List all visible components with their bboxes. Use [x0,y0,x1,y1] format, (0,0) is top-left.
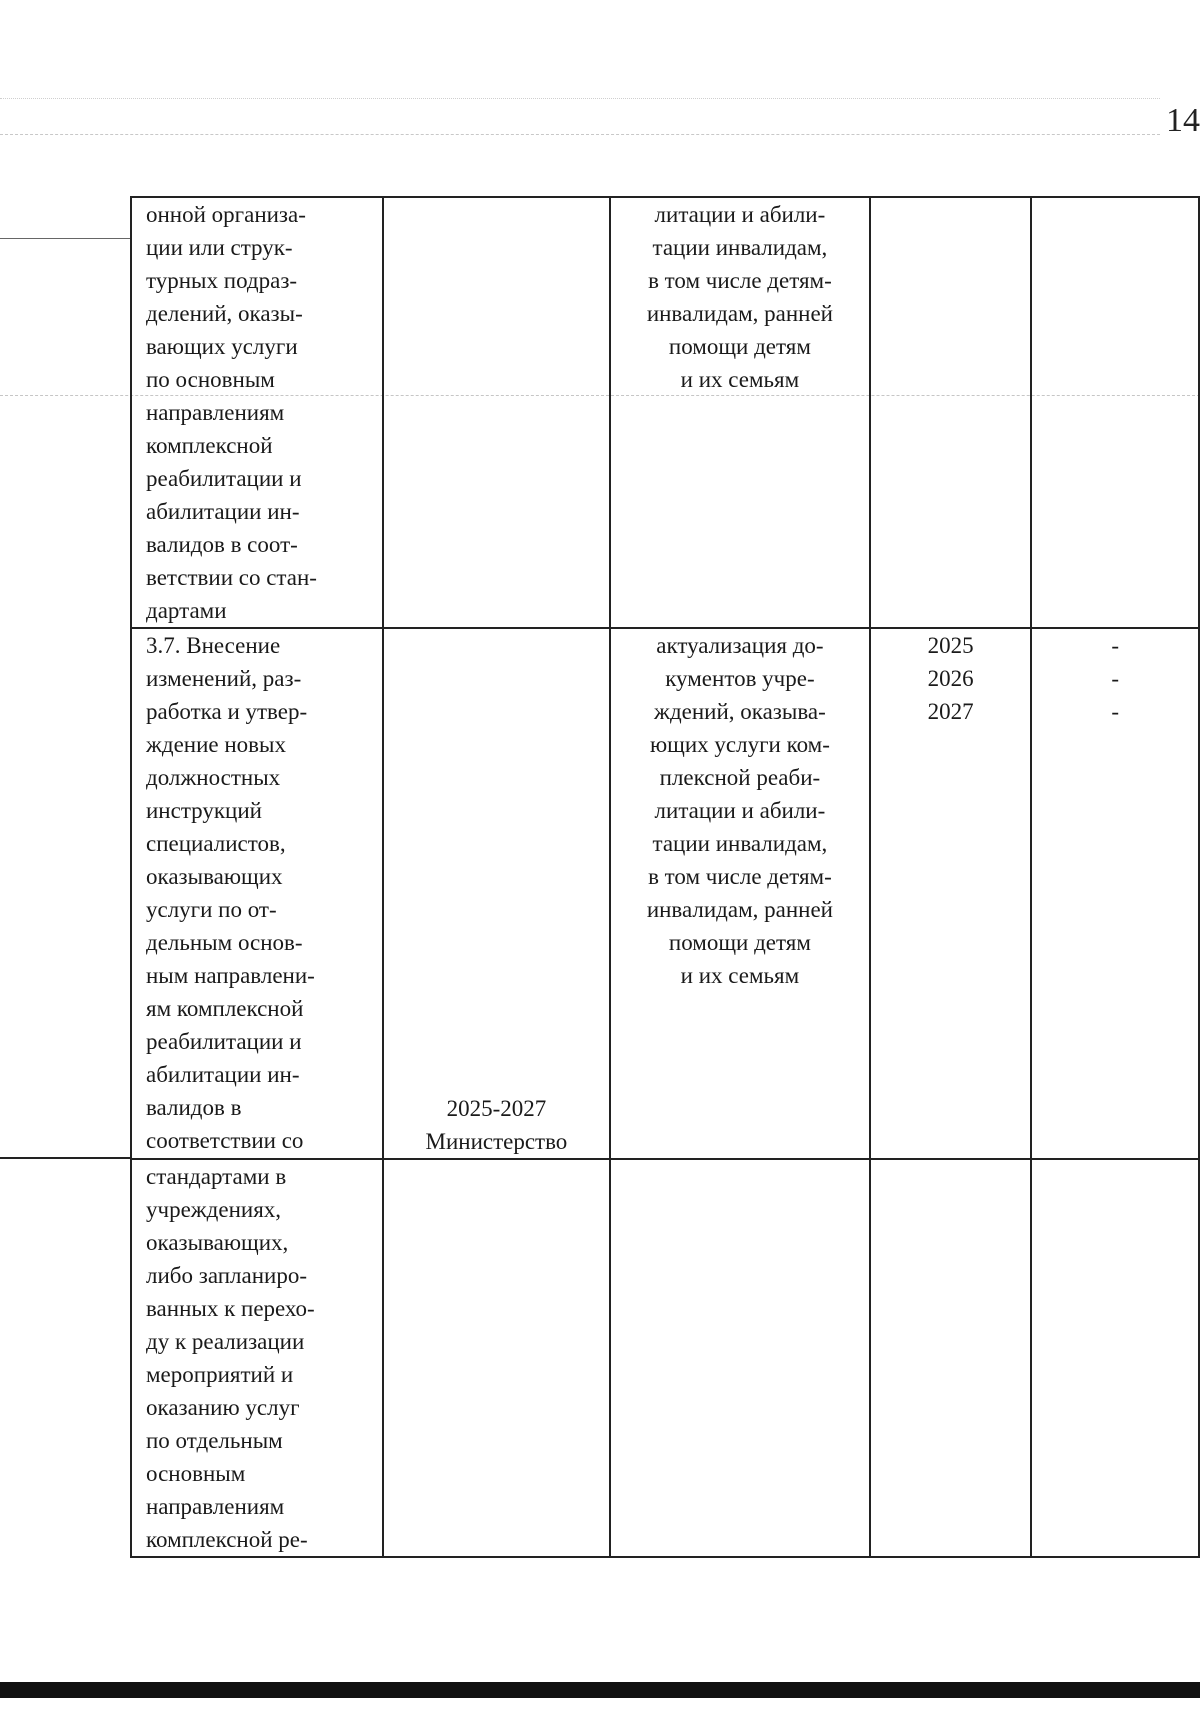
measures-table [130,196,1200,1558]
table-cell-period [383,628,610,1159]
value-dash: - [1111,699,1120,724]
page-number: 14 [1166,102,1200,139]
table-cell-values [1031,197,1199,628]
measure-text: стандартами в учреждениях, оказывающих, либо запланиро- ванных к перехо- ду к реализации мероприятий и оказанию услуг по отдельным основным направлениям комплексной ре- [146,1164,315,1552]
table-cell-measure [131,197,383,628]
table-cell-years [870,628,1032,1159]
table-cell-measure [131,628,383,1159]
table-row [131,197,1199,628]
measure-text: 3.7. Внесение изменений, раз- работка и утвер- ждение новых должностных инструкций специалистов, оказывающих услуги по от- дельным основ- ным направлени- ям комплексной реабилитации и абилитации ин- валидов в соответствии со [146,633,315,1153]
table-cell-result [610,1159,870,1557]
table-row [131,1159,1199,1557]
table-cell-values [1031,1159,1199,1557]
responsible-org: Министерство [425,1129,568,1154]
table-cell-years [870,1159,1032,1557]
scan-artifact-line [0,98,1160,99]
scan-artifact-line [0,238,130,239]
value-dash: - [1111,633,1120,658]
period-text: 2025-2027 [446,1096,547,1121]
result-text: актуализация до- кументов учре- ждений, оказыва- ющих услуги ком- плексной реаби- литации и абили- тации инвалидам, в том числе детям- инвалидам, ранней помощи детям и их семьям [646,633,833,988]
result-text: литации и абили- тации инвалидам, в том числе детям- инвалидам, ранней помощи детям и их семьям [646,202,833,392]
value-dash: - [1111,666,1120,691]
measure-text: онной организа- ции или струк- турных подраз- делений, оказы- вающих услуги по основным направлениям комплексной реабилитации и абилитации ин- валидов в соот- ветствии со стан- дартами [146,202,317,623]
scan-edge-bar [0,1682,1200,1698]
table-row [131,628,1199,1159]
scan-artifact-line [0,134,1160,135]
years-text: 2025 2026 2027 [927,633,974,724]
section-rule [0,1157,130,1159]
table-cell-result [610,197,870,628]
table-cell-period [383,197,610,628]
table-cell-values [1031,628,1199,1159]
table-cell-period [383,1159,610,1557]
table-cell-measure [131,1159,383,1557]
table-cell-years [870,197,1032,628]
table-cell-result [610,628,870,1159]
